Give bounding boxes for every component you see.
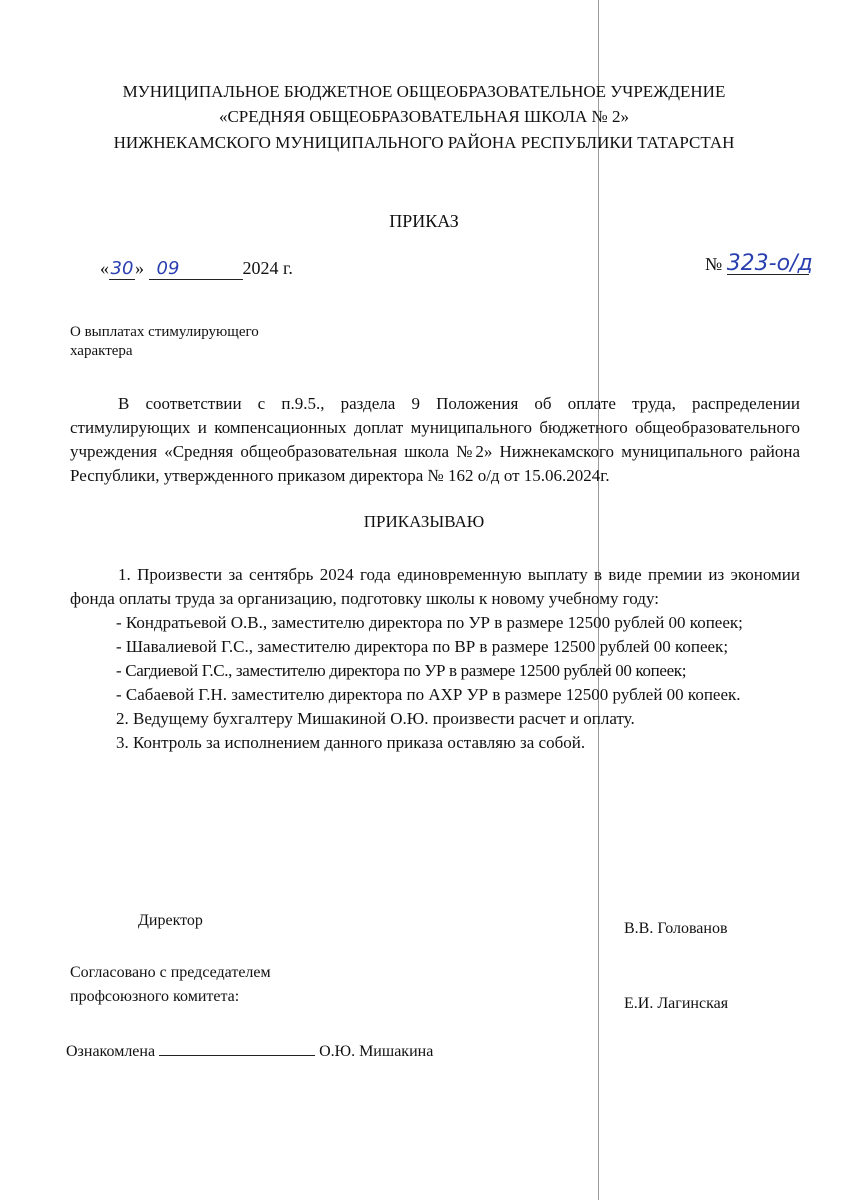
header-line-1: МУНИЦИПАЛЬНОЕ БЮДЖЕТНОЕ ОБЩЕОБРАЗОВАТЕЛЬНОЕ УЧРЕЖДЕНИЕ [122,82,726,101]
date-month: 09 [149,259,243,280]
date-close-quote: » [135,258,144,278]
subject-line-1: О выплатах стимулирующего [70,324,259,340]
acquainted-name: О.Ю. Мишакина [319,1043,434,1060]
order-number [705,251,813,276]
header-line-2: «СРЕДНЯЯ ОБЩЕОБРАЗОВАТЕЛЬНАЯ ШКОЛА № 2» [218,107,630,126]
agreed-name: Е.И. Лагинская [624,995,729,1012]
order-title: ПРИКАЗ [389,211,459,231]
item-3: 3. Контроль за исполнением данного приказа оставляю за собой. [116,733,586,752]
order-subject [70,323,310,361]
acquainted-block [66,1040,433,1061]
recipient-2: - Шавалиевой Г.С., заместителю директора по ВР в размере 12500 рублей 00 копеек; [116,637,729,656]
signature-blank-line [159,1040,315,1056]
agreed-line-2: профсоюзного комитета: [70,988,240,1005]
acquainted-label: Ознакомлена [66,1043,156,1060]
director-label: Директор [138,912,203,929]
recipient-1: - Кондратьевой О.В., заместителю директора по УР в размере 12500 рублей 00 копеек; [116,613,743,632]
agreed-line-1: Согласовано с председателем [70,964,271,981]
director-name: В.В. Голованов [624,920,728,937]
recipient-3: - Сагдиевой Г.С., заместителю директора по УР в размере 12500 рублей 00 копеек; [116,661,687,680]
order-items [70,563,800,755]
date-year: 2024 г. [242,258,293,278]
preamble-text: В соответствии с п.9.5., раздела 9 Положения об оплате труда, распределении стимулирующих и компенсационных доплат муниципального бюджетного общеобразовательного учреждения «Средняя общеобразовательная школа №2» Нижнекамского муниципального района Республики, утвержденного приказом директора № 162 о/д от 15.06.2024г. [70,394,800,485]
date-day: 30 [110,258,134,279]
number-value: 323-о/д [726,251,813,276]
subject-line-2: характера [70,343,133,359]
item-1: 1. Произвести за сентябрь 2024 года единовременную выплату в виде премии из экономии фонда оплаты труда за организацию, подготовку школы к новому учебному году: [70,565,800,608]
order-date [100,258,293,280]
header-line-3: НИЖНЕКАМСКОГО МУНИЦИПАЛЬНОГО РАЙОНА РЕСПУБЛИКИ ТАТАРСТАН [113,133,735,152]
command-heading: ПРИКАЗЫВАЮ [363,512,485,531]
recipient-4: - Сабаевой Г.Н. заместителю директора по АХР УР в размере 12500 рублей 00 копеек. [116,685,741,704]
date-open-quote: « [100,258,109,278]
item-2: 2. Ведущему бухгалтеру Мишакиной О.Ю. произвести расчет и оплату. [116,709,635,728]
preamble [70,392,800,488]
number-label: № [705,254,723,274]
